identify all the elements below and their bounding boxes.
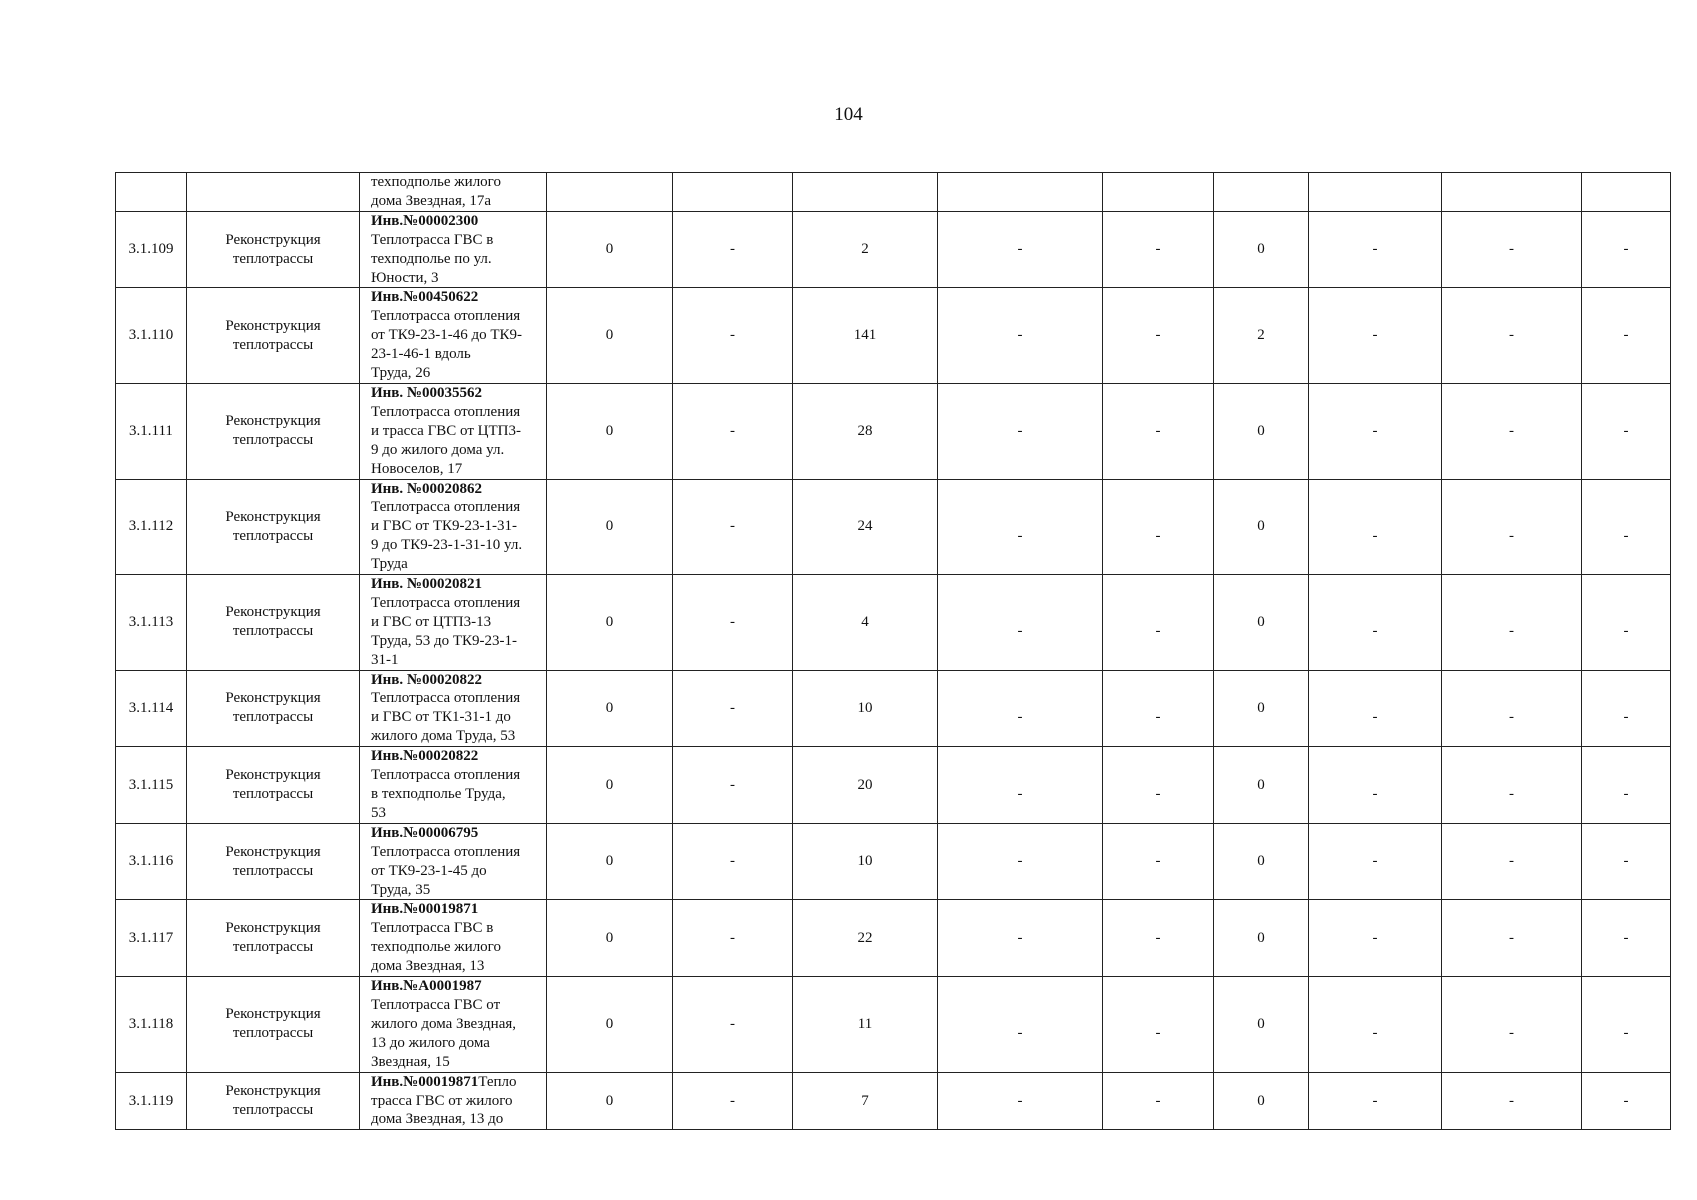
value-cell-c3: 7: [793, 1072, 938, 1130]
value-cell-c2: -: [673, 383, 793, 479]
row-number-cell: 3.1.114: [116, 670, 187, 747]
value-cell-c6: 0: [1214, 1072, 1309, 1130]
value-cell-c5: -: [1103, 747, 1214, 824]
object-description: Теплотрасса отопления и ГВС от ТК1-31-1 до жилого дома Труда, 53: [371, 690, 521, 745]
object-description-cell: [360, 747, 547, 824]
object-description-cell: [360, 977, 547, 1073]
table-row: [116, 211, 1671, 288]
row-number-cell: 3.1.118: [116, 977, 187, 1073]
value-cell-c3: 28: [793, 383, 938, 479]
value-cell-c4: -: [938, 479, 1103, 575]
object-description-cell: [360, 670, 547, 747]
inventory-number: Инв. №00020862: [371, 480, 482, 497]
value-cell-c3: 10: [793, 823, 938, 900]
value-cell: [1103, 173, 1214, 212]
value-cell-c5: -: [1103, 823, 1214, 900]
table-row: [116, 670, 1671, 747]
work-type-cell: Реконструкция теплотрассы: [187, 211, 360, 288]
value-cell-c8: -: [1442, 1072, 1582, 1130]
value-cell-c3: 22: [793, 900, 938, 977]
table-row: [116, 900, 1671, 977]
row-number-cell: [116, 173, 187, 212]
value-cell-c6: 2: [1214, 288, 1309, 384]
value-cell-c9: -: [1582, 575, 1671, 671]
inventory-number: Инв.№00020822: [371, 748, 479, 765]
value-cell-c8: -: [1442, 977, 1582, 1073]
value-cell-c5: -: [1103, 479, 1214, 575]
value-cell-c3: 24: [793, 479, 938, 575]
object-description-cell: [360, 479, 547, 575]
object-description-cell: [360, 211, 547, 288]
work-type-cell: Реконструкция теплотрассы: [187, 823, 360, 900]
data-table: [115, 172, 1671, 1130]
value-cell-c2: -: [673, 670, 793, 747]
table-row: [116, 383, 1671, 479]
object-description: техподполье жилого дома Звездная, 17а: [371, 174, 501, 209]
inventory-number: Инв.№00019871: [371, 1073, 479, 1090]
value-cell-c3: 2: [793, 211, 938, 288]
value-cell-c1: 0: [547, 747, 673, 824]
row-number-cell: 3.1.117: [116, 900, 187, 977]
value-cell-c5: -: [1103, 288, 1214, 384]
value-cell-c8: -: [1442, 288, 1582, 384]
value-cell-c3: 11: [793, 977, 938, 1073]
value-cell-c9: -: [1582, 747, 1671, 824]
inventory-number: Инв. №00035562: [371, 384, 482, 401]
value-cell-c1: 0: [547, 1072, 673, 1130]
value-cell-c6: 0: [1214, 383, 1309, 479]
value-cell-c6: 0: [1214, 977, 1309, 1073]
value-cell-c7: -: [1309, 1072, 1442, 1130]
object-description: Теплотрасса отопления и ГВС от ТК9-23-1-31- 9 до ТК9-23-1-31-10 ул. Труда: [371, 499, 523, 573]
table-row: [116, 288, 1671, 384]
inventory-number: Инв. №00020821: [371, 576, 482, 593]
value-cell-c3: 141: [793, 288, 938, 384]
value-cell-c2: -: [673, 575, 793, 671]
row-number-cell: 3.1.113: [116, 575, 187, 671]
table-row: [116, 575, 1671, 671]
value-cell-c5: -: [1103, 575, 1214, 671]
row-number-cell: 3.1.111: [116, 383, 187, 479]
object-description: Тепло трасса ГВС от жилого дома Звездная, 13 до: [371, 1073, 517, 1128]
object-description: Теплотрасса ГВС в техподполье по ул. Юности, 3: [371, 231, 494, 286]
value-cell-c1: 0: [547, 977, 673, 1073]
work-type-cell: Реконструкция теплотрассы: [187, 900, 360, 977]
value-cell-c1: 0: [547, 670, 673, 747]
value-cell-c7: -: [1309, 211, 1442, 288]
object-description-cell: [360, 575, 547, 671]
value-cell-c6: 0: [1214, 670, 1309, 747]
table-row: [116, 747, 1671, 824]
work-type-cell: Реконструкция теплотрассы: [187, 977, 360, 1073]
value-cell-c3: 10: [793, 670, 938, 747]
value-cell-c2: -: [673, 900, 793, 977]
row-number-cell: 3.1.110: [116, 288, 187, 384]
value-cell-c7: -: [1309, 900, 1442, 977]
value-cell-c2: -: [673, 479, 793, 575]
value-cell: [1442, 173, 1582, 212]
value-cell-c6: 0: [1214, 823, 1309, 900]
table-row: [116, 977, 1671, 1073]
value-cell-c2: -: [673, 211, 793, 288]
value-cell-c6: 0: [1214, 575, 1309, 671]
value-cell-c4: -: [938, 211, 1103, 288]
value-cell-c4: -: [938, 670, 1103, 747]
value-cell-c4: -: [938, 977, 1103, 1073]
object-description: Теплотрасса отопления от ТК9-23-1-46 до ТК9- 23-1-46-1 вдоль Труда, 26: [371, 308, 523, 382]
row-number-cell: 3.1.115: [116, 747, 187, 824]
inventory-number: Инв.№00006795: [371, 824, 479, 841]
value-cell-c5: -: [1103, 1072, 1214, 1130]
value-cell-c1: 0: [547, 288, 673, 384]
object-description-cell: [360, 383, 547, 479]
value-cell-c4: -: [938, 823, 1103, 900]
value-cell: [673, 173, 793, 212]
value-cell-c4: -: [938, 575, 1103, 671]
work-type-cell: Реконструкция теплотрассы: [187, 479, 360, 575]
value-cell-c1: 0: [547, 575, 673, 671]
value-cell-c8: -: [1442, 479, 1582, 575]
value-cell-c4: -: [938, 900, 1103, 977]
value-cell-c9: -: [1582, 823, 1671, 900]
value-cell-c7: -: [1309, 575, 1442, 671]
value-cell-c9: -: [1582, 1072, 1671, 1130]
work-type-cell: Реконструкция теплотрассы: [187, 383, 360, 479]
value-cell-c7: -: [1309, 747, 1442, 824]
table-row: [116, 479, 1671, 575]
value-cell-c9: -: [1582, 288, 1671, 384]
table-row-continuation: [116, 173, 1671, 212]
value-cell-c8: -: [1442, 383, 1582, 479]
inventory-number: Инв.№А0001987: [371, 978, 482, 995]
page-number: 104: [834, 104, 863, 125]
value-cell-c2: -: [673, 823, 793, 900]
value-cell-c7: -: [1309, 479, 1442, 575]
value-cell-c8: -: [1442, 670, 1582, 747]
value-cell-c5: -: [1103, 383, 1214, 479]
value-cell-c5: -: [1103, 670, 1214, 747]
object-description: Теплотрасса ГВС от жилого дома Звездная, 13 до жилого дома Звездная, 15: [371, 996, 517, 1070]
value-cell-c8: -: [1442, 575, 1582, 671]
value-cell-c5: -: [1103, 211, 1214, 288]
value-cell-c4: -: [938, 1072, 1103, 1130]
object-description: Теплотрасса отопления и трасса ГВС от ЦТП3- 9 до жилого дома ул. Новоселов, 17: [371, 403, 521, 477]
object-description-cell: [360, 1072, 547, 1130]
value-cell-c8: -: [1442, 900, 1582, 977]
value-cell-c2: -: [673, 288, 793, 384]
value-cell: [793, 173, 938, 212]
work-type-cell: Реконструкция теплотрассы: [187, 747, 360, 824]
inventory-number: Инв.№00019871: [371, 901, 479, 918]
value-cell-c3: 4: [793, 575, 938, 671]
object-description-cell: [360, 823, 547, 900]
table-row: [116, 823, 1671, 900]
value-cell-c9: -: [1582, 479, 1671, 575]
value-cell-c6: 0: [1214, 479, 1309, 575]
value-cell-c9: -: [1582, 900, 1671, 977]
value-cell-c9: -: [1582, 977, 1671, 1073]
row-number-cell: 3.1.112: [116, 479, 187, 575]
value-cell-c1: 0: [547, 211, 673, 288]
work-type-cell: Реконструкция теплотрассы: [187, 1072, 360, 1130]
value-cell-c4: -: [938, 288, 1103, 384]
work-type-cell: [187, 173, 360, 212]
object-description: Теплотрасса ГВС в техподполье жилого дома Звездная, 13: [371, 920, 501, 975]
value-cell-c9: -: [1582, 670, 1671, 747]
value-cell-c1: 0: [547, 479, 673, 575]
inventory-number: Инв. №00020822: [371, 671, 482, 688]
object-description: Теплотрасса отопления от ТК9-23-1-45 до Труда, 35: [371, 843, 521, 898]
table-body: [116, 173, 1671, 1130]
row-number-cell: 3.1.109: [116, 211, 187, 288]
value-cell-c7: -: [1309, 823, 1442, 900]
value-cell-c6: 0: [1214, 747, 1309, 824]
value-cell-c5: -: [1103, 977, 1214, 1073]
value-cell-c1: 0: [547, 383, 673, 479]
row-number-cell: 3.1.116: [116, 823, 187, 900]
table-row: [116, 1072, 1671, 1130]
value-cell-c1: 0: [547, 900, 673, 977]
work-type-cell: Реконструкция теплотрассы: [187, 670, 360, 747]
object-description-cell: [360, 288, 547, 384]
value-cell: [1309, 173, 1442, 212]
value-cell: [938, 173, 1103, 212]
value-cell-c6: 0: [1214, 211, 1309, 288]
object-description: Теплотрасса отопления в техподполье Труда, 53: [371, 767, 521, 821]
value-cell-c6: 0: [1214, 900, 1309, 977]
value-cell-c7: -: [1309, 670, 1442, 747]
work-type-cell: Реконструкция теплотрассы: [187, 288, 360, 384]
value-cell-c9: -: [1582, 211, 1671, 288]
value-cell-c2: -: [673, 747, 793, 824]
value-cell-c9: -: [1582, 383, 1671, 479]
value-cell-c2: -: [673, 977, 793, 1073]
inventory-number: Инв.№00002300: [371, 212, 479, 229]
inventory-number: Инв.№00450622: [371, 289, 479, 306]
value-cell-c7: -: [1309, 383, 1442, 479]
value-cell-c4: -: [938, 747, 1103, 824]
value-cell-c8: -: [1442, 211, 1582, 288]
object-description-cell: [360, 900, 547, 977]
object-description-cell: [360, 173, 547, 212]
value-cell-c8: -: [1442, 823, 1582, 900]
object-description: Теплотрасса отопления и ГВС от ЦТП3-13 Труда, 53 до ТК9-23-1- 31-1: [371, 594, 521, 668]
value-cell-c4: -: [938, 383, 1103, 479]
value-cell: [547, 173, 673, 212]
row-number-cell: 3.1.119: [116, 1072, 187, 1130]
value-cell-c7: -: [1309, 288, 1442, 384]
value-cell: [1582, 173, 1671, 212]
value-cell: [1214, 173, 1309, 212]
value-cell-c7: -: [1309, 977, 1442, 1073]
work-type-cell: Реконструкция теплотрассы: [187, 575, 360, 671]
value-cell-c5: -: [1103, 900, 1214, 977]
value-cell-c1: 0: [547, 823, 673, 900]
value-cell-c2: -: [673, 1072, 793, 1130]
value-cell-c3: 20: [793, 747, 938, 824]
value-cell-c8: -: [1442, 747, 1582, 824]
